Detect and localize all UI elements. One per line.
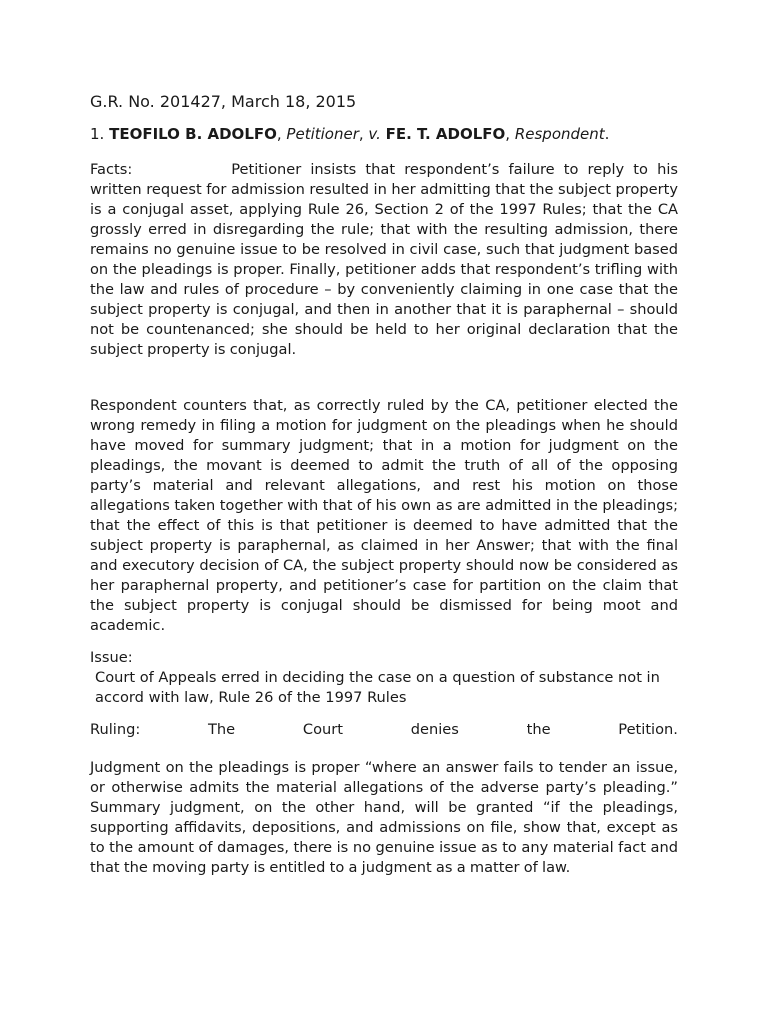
respondent-counter-paragraph: Respondent counters that, as correctly ruled by the CA, petitioner elected the wrong remedy in filing a motion for judgment on the pleadings when he should have moved for summary judgment; that in a motion for judgment on the pleadings, the movant is deemed to admit the truth of all of the opposing party’s material and relevant allegations, and rest his motion on those allegations taken together with that of his own as are admitted in the pleadings; that the effect of this is that petitioner is deemed to have admitted that the subject property is paraphernal, as claimed in her Answer; that with the final and executory decision of CA, the subject property should now be considered as her paraphernal property, and petitioner’s case for partition on the claim that the subject property is conjugal should be dismissed for being moot and academic. xyxy=(90,397,678,634)
ruling-word: Petition. xyxy=(618,721,678,738)
petitioner-role: Petitioner xyxy=(286,125,359,143)
issue-text: Court of Appeals erred in deciding the case on a question of substance not in accord with law, Rule 26 of the 1997 Rules xyxy=(95,669,660,706)
respondent-role: Respondent xyxy=(514,125,605,143)
ruling-word: denies xyxy=(410,721,459,738)
case-number: G.R. No. 201427, March 18, 2015 xyxy=(90,92,357,111)
respondent-name: FE. T. ADOLFO xyxy=(385,125,506,143)
ruling-word: Court xyxy=(302,721,343,738)
facts-label: Facts: xyxy=(90,161,133,178)
versus-label: v. xyxy=(368,125,381,143)
issue-label: Issue: xyxy=(90,649,133,666)
case-parties: 1. TEOFILO B. ADOLFO, Petitioner, v. FE. T. ADOLFO, Respondent. xyxy=(90,125,610,143)
ruling-line xyxy=(90,720,678,740)
ruling-label: Ruling: xyxy=(90,721,141,738)
judgment-paragraph: Judgment on the pleadings is proper “where an answer fails to tender an issue, or otherwise admits the material allegations of the adverse party’s pleading.” Summary judgment, on the other hand, will be granted “if the pleadings, supporting affidavits, depositions, and admissions on file, show that, except as to the amount of damages, there is no genuine issue as to any material fact and that the moving party is entitled to a judgment as a matter of law. xyxy=(90,759,678,876)
petitioner-name: TEOFILO B. ADOLFO xyxy=(109,125,277,143)
facts-text: Petitioner insists that respondent’s failure to reply to his written request for admission resulted in her admitting that the subject property is a conjugal asset, applying Rule 26, Section 2 of the 1997 Rules; that the CA grossly erred in disregarding the rule; that with the resulting admission, there remains no genuine issue to be resolved in civil case, such that judgment based on the pleadings is proper. Finally, petitioner adds that respondent’s trifling with the law and rules of procedure – by conveniently claiming in one case that the subject property is conjugal, and then in another that it is paraphernal – should not be countenanced; she should be held to her original declaration that the subject property is conjugal. xyxy=(90,161,678,358)
ruling-word: The xyxy=(208,721,236,738)
case-item-number: 1. xyxy=(90,125,105,143)
facts-paragraph xyxy=(90,160,678,360)
ruling-word: the xyxy=(526,721,551,738)
